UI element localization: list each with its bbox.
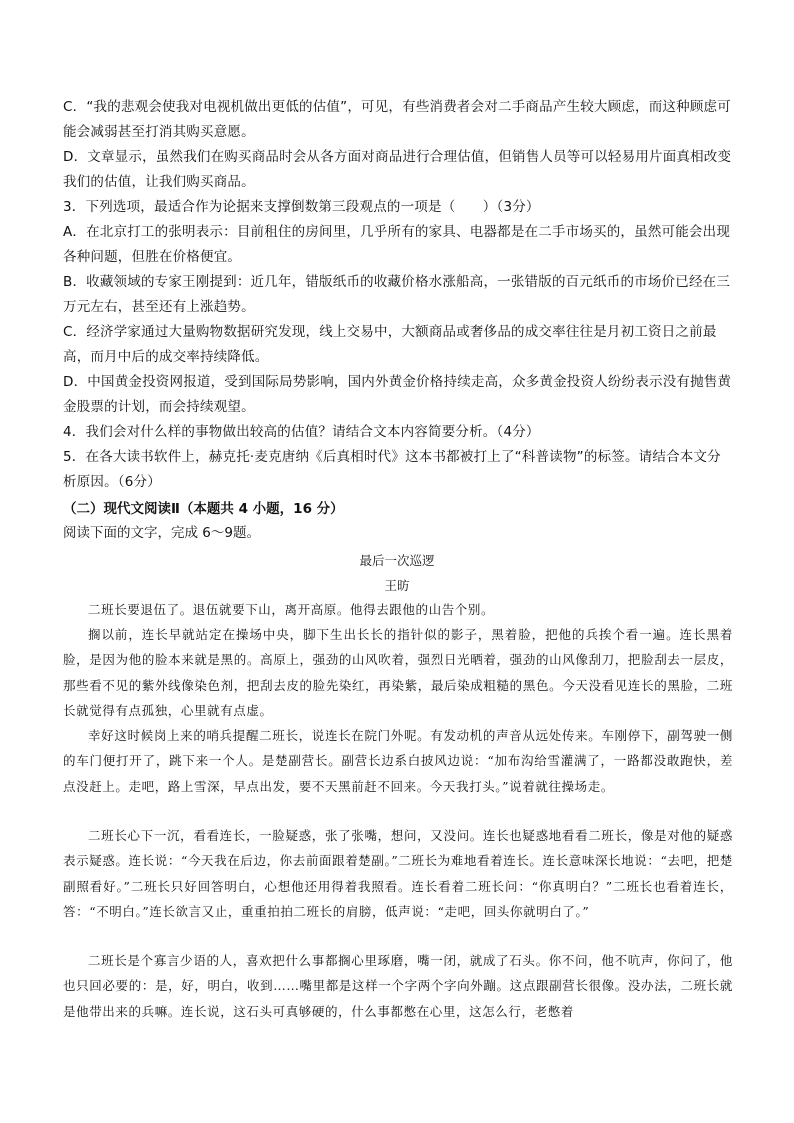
story-paragraph: 二班长要退伍了。退伍就要下山，离开高原。他得去跟他的山告个别。	[88, 602, 495, 617]
question-3-option-d: D．中国黄金投资网报道，受到国际局势影响，国内外黄金价格持续走高，众多黄金投资人纷纷表示没有抛售黄金股票的计划，而会持续观望。	[63, 374, 732, 415]
question-3-option-b: B．收藏领域的专家王刚提到：近几年，错版纸币的收藏价格水涨船高，一张错版的百元纸币的市场价已经在三万元左右，甚至还有上涨趋势。	[63, 274, 731, 315]
story-paragraph: 二班长是个寡言少语的人，喜欢把什么事都搁心里琢磨，嘴一闭，就成了石头。你不问，他不吭声，你问了，他也只回必要的：是，好，明白，收到……嘴里都是这样一个字两个字向外蹦。这点跟副营长很像。没办法，二班长就是他带出来的兵嘛。连长说，这石头可真够硬的，什么事都憋在心里，这怎么行，老憋着	[63, 953, 733, 1019]
story-paragraph: 二班长心下一沉，看看连长，一脸疑惑，张了张嘴，想问，又没问。连长也疑惑地看看二班长，像是对他的疑惑表示疑惑。连长说：“今天我在后边，你去前面跟着楚副。”二班长为难地看着连长。连长意味深长地说：“去吧，把楚副照看好。”二班长只好回答明白，心想他还用得着我照看。连长看着二班长问：“你真明白？”二班长也看着连长，答：“不明白。”连长欲言又止，重重拍拍二班长的肩膀，低声说：“走吧，回头你就明白了。”	[63, 828, 733, 919]
story-paragraph: 搁以前，连长早就站定在操场中央，脚下生出长长的指针似的影子，黑着脸，把他的兵挨个看一遍。连长黑着脸，是因为他的脸本来就是黑的。高原上，强劲的山风吹着，强烈日光晒着，强劲的山风像刮刀，把脸刮去一层皮，那些看不见的紫外线像染色剂，把刮去皮的脸先染红，再染紫，最后染成粗糙的黑色。今天没看见连长的黑脸，二班长就觉得有点孤独，心里就有点虚。	[63, 627, 733, 718]
story-author: 王昉	[384, 578, 410, 593]
question-3-option-c: C．经济学家通过大量购物数据研究发现，线上交易中，大额商品或奢侈品的成交率往往是月初工资日之前最高，而月中后的成交率持续降低。	[63, 324, 717, 365]
story-title: 最后一次巡逻	[359, 553, 435, 568]
option-d-prev: D．文章显示，虽然我们在购买商品时会从各方面对商品进行合理估值，但销售人员等可以轻易用片面真相改变我们的估值，让我们购买商品。	[63, 149, 732, 190]
reading-instruction: 阅读下面的文字，完成 6～9题。	[63, 525, 260, 541]
question-3-option-a: A．在北京打工的张明表示：目前租住的房间里，几乎所有的家具、电器都是在二手市场买的，虽然可能会出现各种问题，但胜在价格便宜。	[63, 224, 731, 265]
section-title: （二）现代文阅读Ⅱ（本题共 4 小题，16 分）	[63, 501, 344, 517]
option-c-prev: C．“我的悲观会使我对电视机做出更低的估值”，可见，有些消费者会对二手商品产生较大顾虑，而这种顾虑可能会减弱甚至打消其购买意愿。	[63, 99, 731, 140]
question-4: 4．我们会对什么样的事物做出较高的估值？请结合文本内容简要分析。（4分）	[63, 424, 540, 440]
question-3: 3．下列选项，最适合作为论据来支撑倒数第三段观点的一项是（ ）（3分）	[63, 199, 540, 215]
story-paragraph: 幸好这时候岗上来的哨兵提醒二班长，说连长在院门外呢。有发动机的声音从远处传来。车刚停下，副驾驶一侧的车门便打开了，跳下来一个人。是楚副营长。副营长边系白披风边说：“加布沟给雪灌满了，一路都没敢跑快，差点没赶上。走吧，路上雪深，早点出发，要不天黑前赶不回来。今天我打头。”说着就往操场走。	[63, 728, 733, 794]
question-5: 5．在各大读书软件上，赫克托·麦克唐纳《后真相时代》这本书都被打上了“科普读物”的标签。请结合本文分析原因。（6分）	[63, 449, 721, 490]
